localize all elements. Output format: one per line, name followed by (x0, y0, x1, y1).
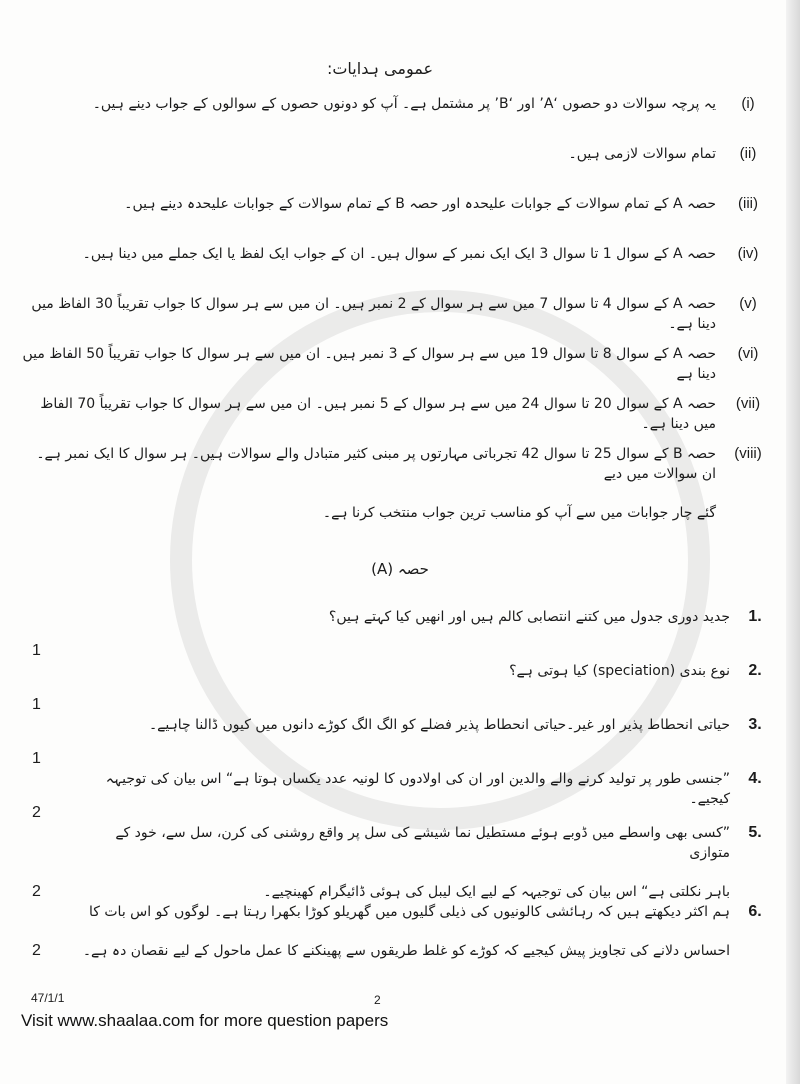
question-text: احساس دلانے کی تجاویز پیش کیجیے کہ کوڑے کو غلط طریقوں سے پھینکنے کا عمل ماحول کے لیے نقصان دہ ہے۔ (82, 943, 730, 959)
paper-code: 47/1/1 (31, 991, 65, 1005)
question-item (20, 902, 780, 961)
instruction-num: (v) (739, 295, 757, 312)
question-text: باہر نکلتی ہے“ اس بیان کی توجیہہ کے لیے ایک لیبل کی ہوئی ڈائیگرام کھینچیے۔ (263, 884, 730, 900)
questions-list (20, 607, 780, 961)
question-item (20, 823, 780, 902)
instruction-item (20, 144, 780, 194)
instruction-text: حصہ A کے تمام سوالات کے جوابات علیحدہ اور حصہ B کے تمام سوالات کے جوابات علیحدہ دینے ہیں۔ (124, 196, 716, 212)
question-number: 6. (748, 903, 762, 920)
instruction-text: حصہ A کے سوال 4 تا سوال 7 میں سے ہر سوال کے 2 نمبر ہیں۔ ان میں سے ہر سوال کا جواب تقریباً 30 الفاظ میں دینا ہے۔ (31, 296, 716, 332)
instruction-text: حصہ A کے سوال 8 تا سوال 19 میں سے ہر سوال کے 3 نمبر ہیں۔ ان میں سے ہر سوال کا جواب تقریباً 50 الفاظ میں دینا ہے (22, 346, 716, 382)
question-text: ”کسی بھی واسطے میں ڈوبے ہوئے مستطیل نما شیشے کی سل پر واقع روشنی کی کرن، سل سے، خود کے متوازی (115, 825, 730, 861)
question-marks: 2 (32, 883, 41, 900)
question-marks: 1 (32, 642, 41, 659)
question-number: 2. (748, 662, 762, 679)
question-text: ”جنسی طور پر تولید کرنے والے والدین اور ان کی اولادوں کا لونیہ عدد یکساں ہوتا ہے“ اس بیان کی توجیہہ کیجیے۔ (105, 771, 730, 807)
instructions-heading: عمومی ہدایات: (326, 59, 434, 78)
question-text: نوع بندی (speciation) کیا ہوتی ہے؟ (509, 663, 730, 679)
question-text: حیاتی انحطاط پذیر اور غیر۔حیاتی انحطاط پذیر فضلے کو الگ الگ کوڑے دانوں میں کیوں ڈالنا چاہیے۔ (148, 717, 730, 733)
question-item (20, 607, 780, 661)
instruction-num: (vii) (735, 395, 761, 412)
question-number: 1. (748, 608, 762, 625)
question-text: ہم اکثر دیکھتے ہیں کہ رہائشی کالونیوں کی ذیلی گلیوں میں گھریلو کوڑا بکھرا رہتا ہے۔ لوگوں کو اس بات کا (89, 904, 730, 920)
instruction-item (20, 94, 780, 144)
question-text: جدید دوری جدول میں کتنے انتصابی کالم ہیں اور انھیں کیا کہتے ہیں؟ (328, 609, 730, 625)
shaalaa-promo-link[interactable]: Visit www.shaalaa.com for more question papers (21, 1011, 389, 1030)
instruction-text: حصہ B کے سوال 25 تا سوال 42 تجرباتی مہارتوں پر مبنی کثیر متبادل والے سوالات ہیں۔ ہر سوال کا ایک نمبر ہے۔ ان سوالات میں دیے (36, 446, 716, 482)
instruction-text: حصہ A کے سوال 20 تا سوال 24 میں سے ہر سوال کے 5 نمبر ہیں۔ ان میں سے ہر سوال کا جواب تقریباً 70 الفاظ میں دینا ہے۔ (40, 396, 716, 432)
question-number: 4. (748, 770, 762, 787)
question-number: 5. (748, 824, 762, 841)
question-marks: 1 (32, 750, 41, 767)
question-item (20, 661, 780, 715)
instruction-item (20, 394, 780, 444)
instruction-text: گئے چار جوابات میں سے آپ کو مناسب ترین جواب منتخب کرنا ہے۔ (322, 505, 716, 521)
page-footer (20, 991, 780, 1051)
instruction-item (20, 444, 780, 523)
instruction-item (20, 244, 780, 294)
question-marks: 2 (32, 804, 41, 821)
instruction-text: یہ پرچہ سوالات دو حصوں ‘A’ اور ‘B’ پر مشتمل ہے۔ آپ کو دونوں حصوں کے سوالوں کے جواب دینے ہیں۔ (92, 96, 716, 112)
instruction-num: (i) (741, 95, 755, 112)
question-item (20, 715, 780, 769)
section-title: حصہ (A) (371, 560, 429, 578)
instruction-item (20, 294, 780, 344)
page-number: 2 (374, 993, 381, 1007)
question-item (20, 769, 780, 823)
question-marks: 1 (32, 696, 41, 713)
instruction-num: (iii) (738, 195, 758, 212)
instruction-item (20, 194, 780, 244)
instruction-text: حصہ A کے سوال 1 تا سوال 3 ایک ایک نمبر کے سوال ہیں۔ ان کے جواب ایک لفظ یا ایک جملے میں دینا ہیں۔ (82, 246, 716, 262)
instruction-num: (ii) (739, 145, 757, 162)
instruction-num: (viii) (734, 445, 762, 462)
instruction-text: تمام سوالات لازمی ہیں۔ (568, 146, 716, 162)
question-marks: 2 (32, 942, 41, 959)
instruction-num: (iv) (737, 245, 759, 262)
question-number: 3. (748, 716, 762, 733)
instruction-num: (vi) (737, 345, 759, 362)
instruction-item (20, 344, 780, 394)
instructions-list (20, 94, 780, 523)
